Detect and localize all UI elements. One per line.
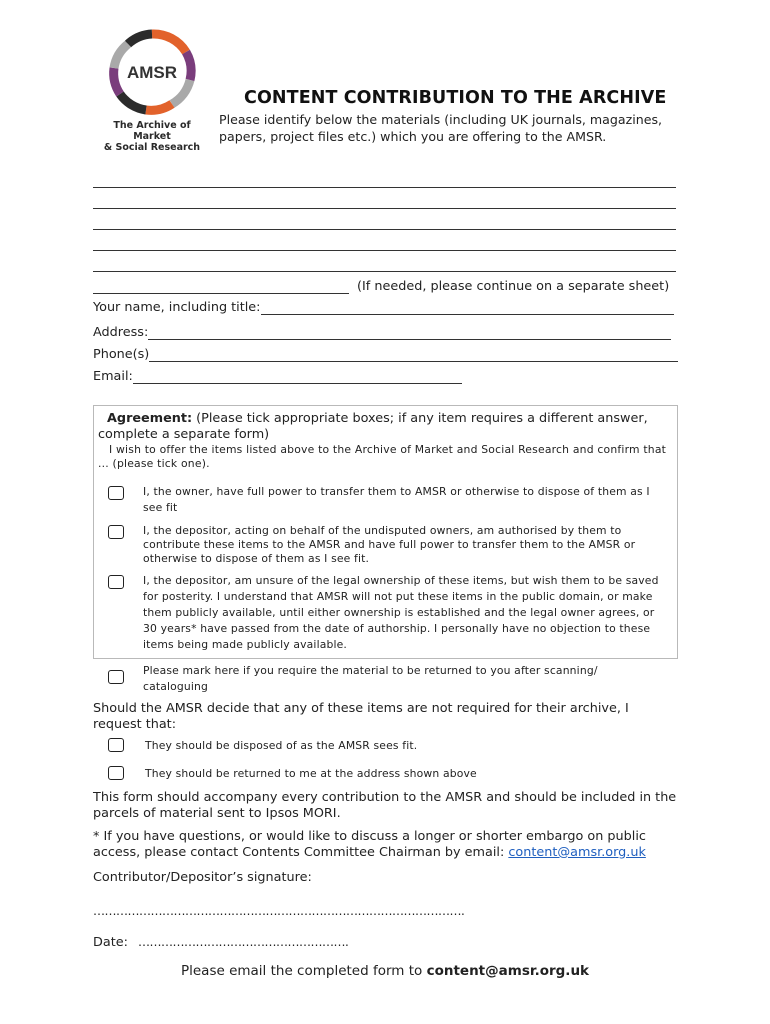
logo-subtitle: The Archive of Market & Social Research	[103, 120, 201, 153]
materials-line-2[interactable]	[93, 208, 676, 209]
materials-line-1[interactable]	[93, 187, 676, 188]
date-label: Date:	[93, 935, 128, 950]
name-field-row	[93, 300, 674, 315]
disposal-question: Should the AMSR decide that any of these items are not required for their archive, I request that:	[93, 701, 629, 732]
unsure-option-text: I, the depositor, am unsure of the legal ownership of these items, but wish them to be saved for posterity. I understand that AMSR will not put these items in the public domain, or make them publicly available, until either ownership is established and the legal owner agrees, or 30 years* have passed from the date of authorship. I personally have no objection to these items being made publicly available.	[143, 574, 659, 651]
dispose-option-text: They should be disposed of as the AMSR sees fit.	[145, 739, 418, 752]
depositor-checkbox[interactable]	[108, 525, 124, 539]
return-checkbox[interactable]	[108, 670, 124, 684]
return-to-me-checkbox[interactable]	[108, 766, 124, 780]
email-field[interactable]	[133, 370, 462, 384]
footer-email[interactable]: content@amsr.org.uk	[426, 963, 590, 979]
depositor-option-text: I, the depositor, acting on behalf of the undisputed owners, am authorised by them to contribute these items to the AMSR and have full power to transfer them to the AMSR or otherwise to dispose of them as I see fit.	[143, 524, 636, 565]
questions-note: * If you have questions, or would like to discuss a longer or shorter embargo on public access, please contact Contents Committee Chairman by email: content@amsr.org.uk	[93, 829, 646, 860]
name-field[interactable]	[261, 301, 674, 315]
footer: Please email the completed form to content@amsr.org.uk	[180, 963, 590, 979]
date-row	[93, 934, 493, 951]
agreement-heading: Agreement: (Please tick appropriate boxes; if any item requires a different answer, complete a separate form)	[98, 411, 648, 442]
materials-continue-row	[93, 279, 669, 294]
unsure-checkbox[interactable]	[108, 575, 124, 589]
materials-line-3[interactable]	[93, 229, 676, 230]
owner-option-text: I, the owner, have full power to transfer them to AMSR or otherwise to dispose of them as I see fit	[143, 485, 650, 514]
logo-text: AMSR	[126, 63, 178, 82]
amsr-logo	[96, 28, 206, 153]
agreement-intro: I wish to offer the items listed above to the Archive of Market and Social Research and confirm that ... (please tick one).	[98, 443, 667, 470]
intro-text: Please identify below the materials (including UK journals, magazines, papers, project files etc.) which you are offering to the AMSR.	[219, 112, 663, 144]
accompany-note: This form should accompany every contribution to the AMSR and should be included in the parcels of material sent to Ipsos MORI.	[93, 790, 677, 821]
contact-email-link[interactable]: content@amsr.org.uk	[508, 845, 646, 860]
phone-field[interactable]	[149, 348, 678, 362]
dispose-checkbox[interactable]	[108, 738, 124, 752]
owner-checkbox[interactable]	[108, 486, 124, 500]
email-field-row	[93, 369, 462, 384]
materials-line-6[interactable]	[93, 280, 349, 294]
page-title: CONTENT CONTRIBUTION TO THE ARCHIVE	[244, 88, 667, 108]
materials-line-4[interactable]	[93, 250, 676, 251]
phone-label: Phone(s)	[93, 347, 150, 362]
amsr-ring-icon	[106, 28, 198, 116]
date-line[interactable]: ……………………………………………….	[137, 935, 349, 949]
return-option-text: Please mark here if you require the material to be returned to you after scanning/ cataloguing	[143, 664, 598, 693]
phone-field-row	[93, 347, 678, 362]
return-to-me-option-text: They should be returned to me at the address shown above	[145, 767, 477, 780]
materials-line-5[interactable]	[93, 271, 676, 272]
email-label: Email:	[93, 369, 133, 384]
address-field-row	[93, 325, 671, 340]
continue-note: (If needed, please continue on a separate sheet)	[357, 279, 670, 294]
address-label: Address:	[93, 325, 149, 340]
address-field[interactable]	[148, 326, 671, 340]
signature-label: Contributor/Depositor’s signature:	[93, 870, 312, 885]
signature-line[interactable]: …………………………………………………………………………………….	[93, 904, 465, 918]
name-label: Your name, including title:	[93, 300, 261, 315]
